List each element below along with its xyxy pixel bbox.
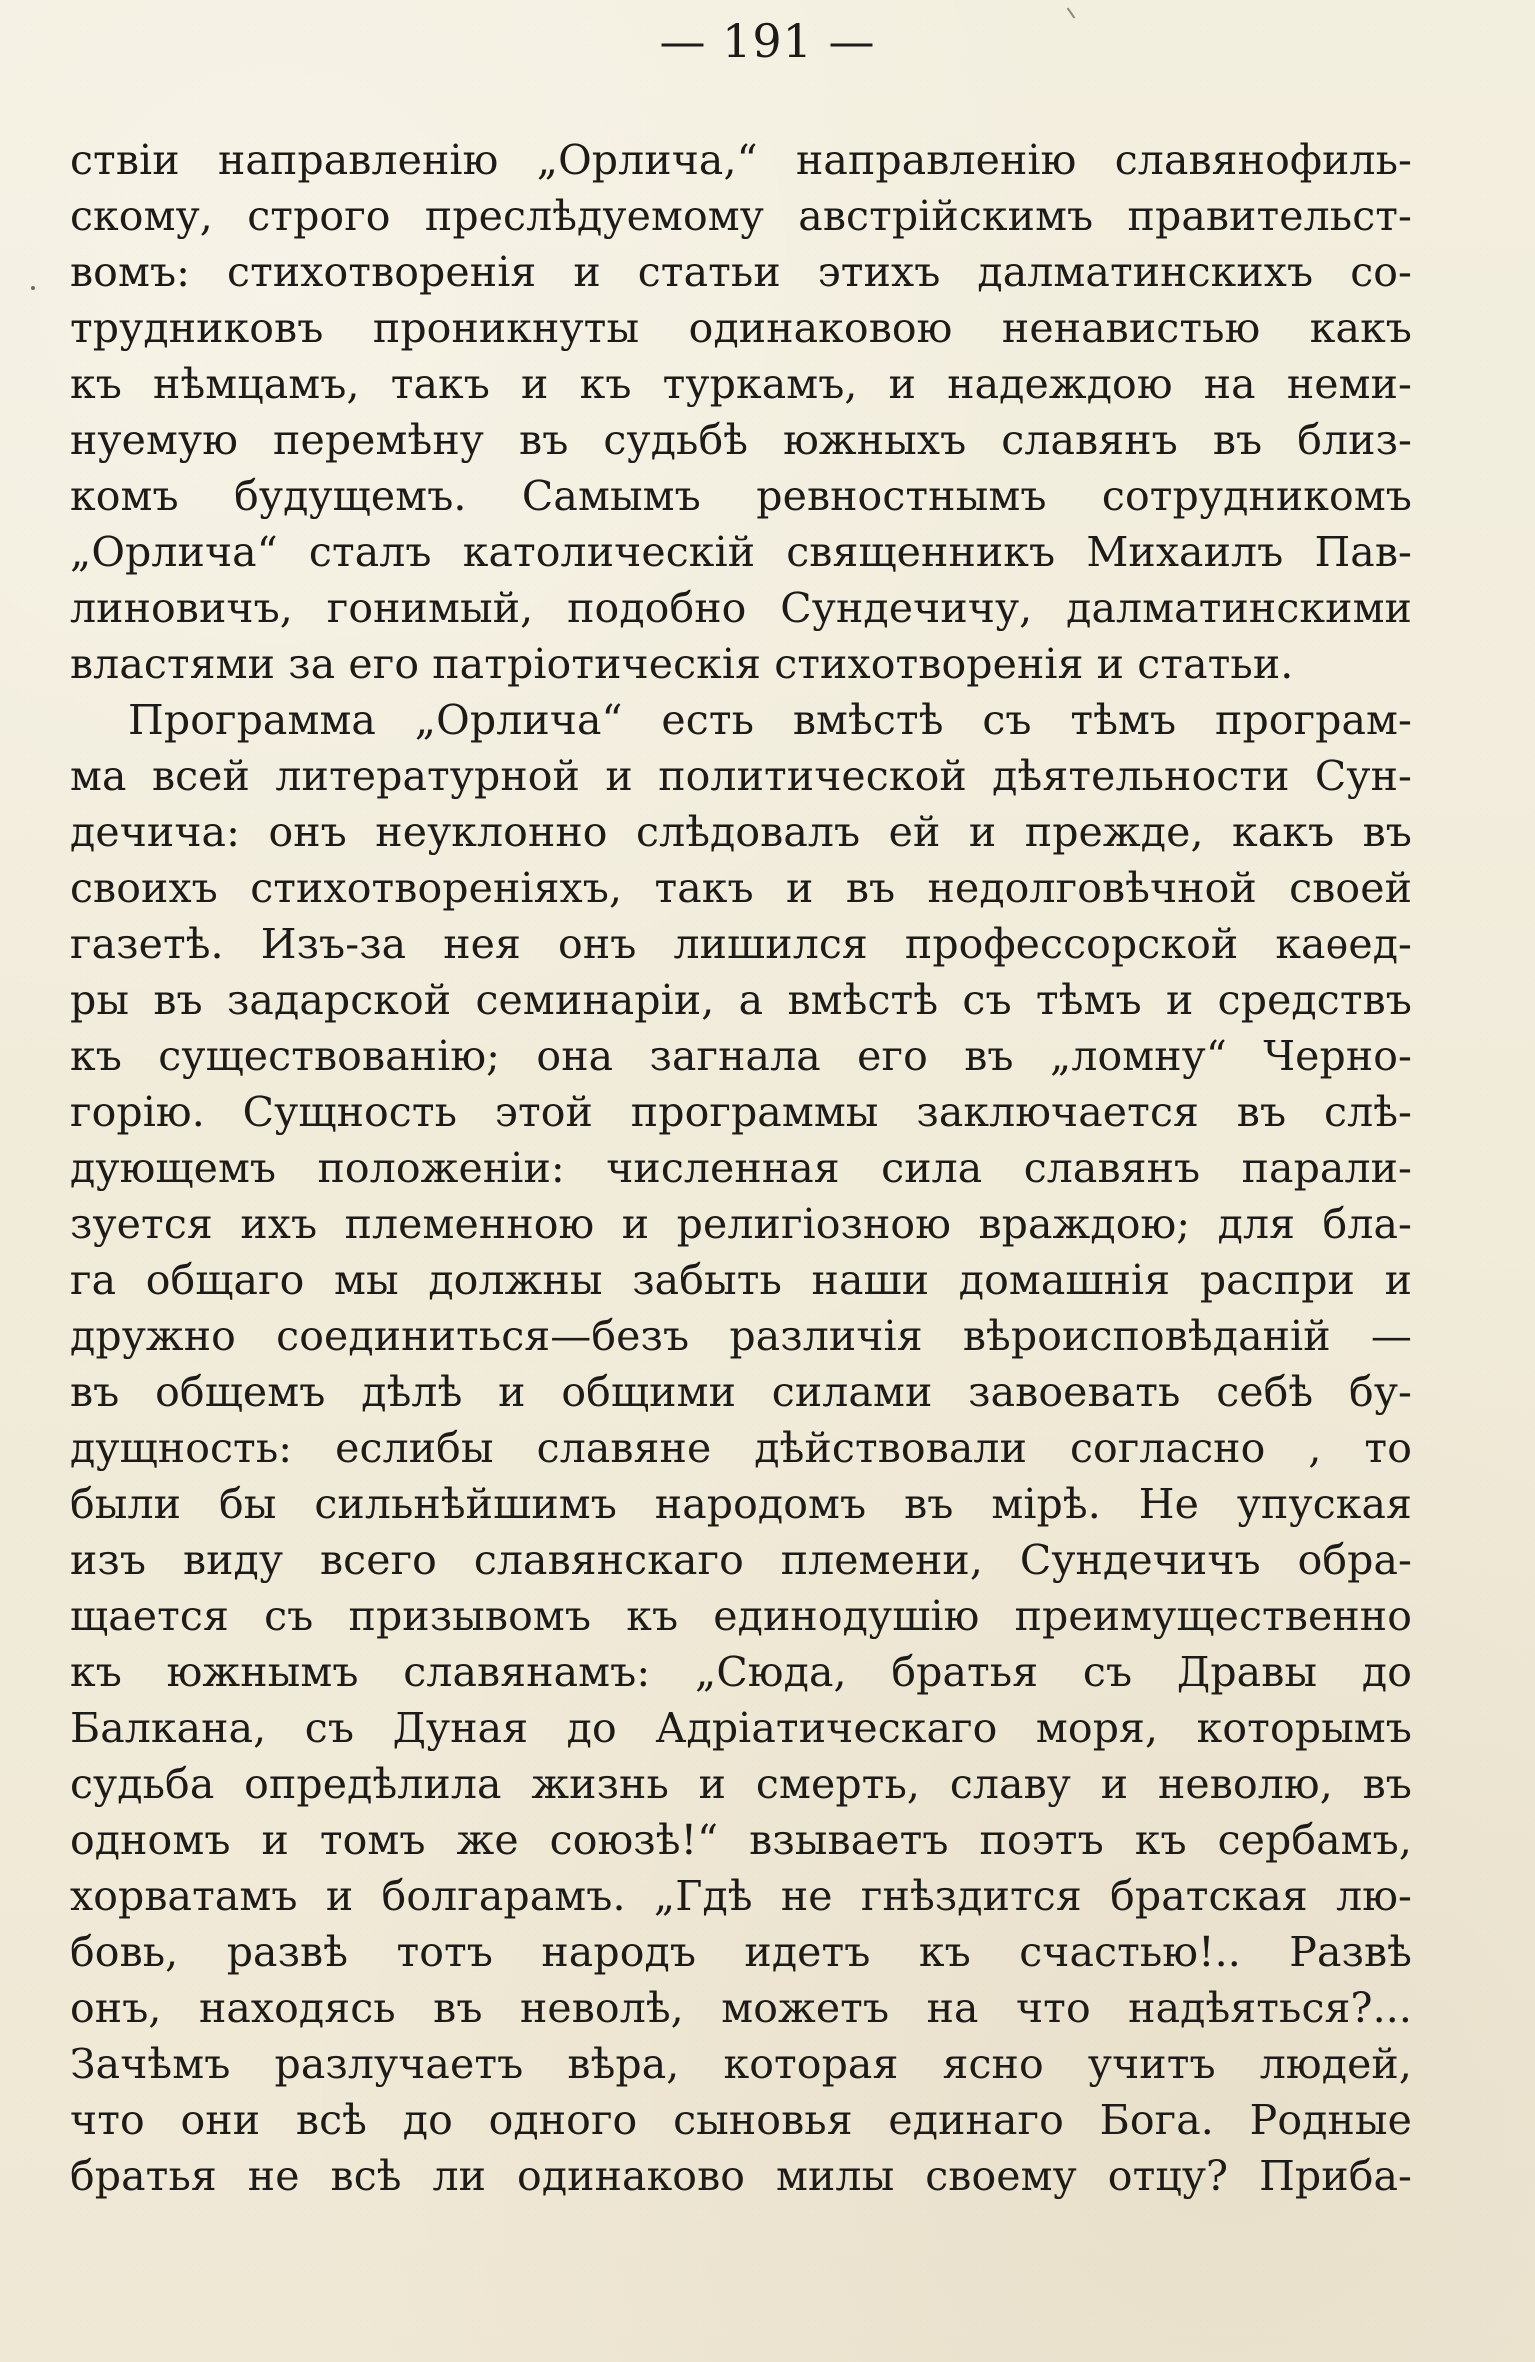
page-mark	[1067, 8, 1076, 19]
text-line: были бы сильнѣйшимъ народомъ въ мірѣ. Не упуская	[70, 1480, 1412, 1528]
text-line: ры въ задарской семинаріи, а вмѣстѣ съ тѣмъ и средствъ	[70, 976, 1412, 1024]
text-line: бовь, развѣ тотъ народъ идетъ къ счастью!.. Развѣ	[70, 1928, 1412, 1976]
text-line: къ существованію; она загнала его въ „ломну“ Черно-	[70, 1032, 1412, 1080]
text-line: судьба опредѣлила жизнь и смерть, славу и неволю, въ	[70, 1760, 1412, 1808]
text-line: скому, строго преслѣдуемому австрійскимъ правительст-	[70, 192, 1412, 240]
text-line: ма всей литературной и политической дѣятельности Сун-	[70, 752, 1412, 800]
text-line: трудниковъ проникнуты одинаковою ненавистью какъ	[70, 304, 1412, 352]
page-number: — 191 —	[659, 14, 876, 68]
margin-dot	[31, 286, 35, 290]
text-line: щается съ призывомъ къ единодушію преимущественно	[70, 1592, 1412, 1640]
text-line: своихъ стихотвореніяхъ, такъ и въ недолговѣчной своей	[70, 864, 1412, 912]
text-line: ствіи направленію „Орлича,“ направленію славянофиль-	[70, 136, 1412, 184]
text-line: къ нѣмцамъ, такъ и къ туркамъ, и надеждою на неми-	[70, 360, 1412, 408]
text-line: „Орлича“ сталъ католическій священникъ Михаилъ Пав-	[70, 528, 1412, 576]
text-line: Балкана, съ Дуная до Адріатическаго моря, которымъ	[70, 1704, 1412, 1752]
text-line: онъ, находясь въ неволѣ, можетъ на что надѣяться?...	[70, 1984, 1412, 2032]
text-line: га общаго мы должны забыть наши домашнія распри и	[70, 1256, 1412, 1304]
text-line: комъ будущемъ. Самымъ ревностнымъ сотрудникомъ	[70, 472, 1412, 520]
text-line: вомъ: стихотворенія и статьи этихъ далматинскихъ со-	[70, 248, 1412, 296]
text-line: въ общемъ дѣлѣ и общими силами завоевать себѣ бу-	[70, 1368, 1412, 1416]
text-line: дущность: еслибы славяне дѣйствовали согласно , то	[70, 1424, 1412, 1472]
text-line: изъ виду всего славянскаго племени, Сундечичъ обра-	[70, 1536, 1412, 1584]
text-line: къ южнымъ славянамъ: „Сюда, братья съ Дравы до	[70, 1648, 1412, 1696]
text-line: одномъ и томъ же союзѣ!“ взываетъ поэтъ къ сербамъ,	[70, 1816, 1412, 1864]
text-line: дующемъ положеніи: численная сила славянъ парали-	[70, 1144, 1412, 1192]
text-line: Программа „Орлича“ есть вмѣстѣ съ тѣмъ програм-	[128, 696, 1412, 744]
text-line: дружно соединиться—безъ различія вѣроисповѣданій —	[70, 1312, 1412, 1360]
text-line: зуется ихъ племенною и религіозною враждою; для бла-	[70, 1200, 1412, 1248]
text-line: что они всѣ до одного сыновья единаго Бога. Родные	[70, 2096, 1412, 2144]
text-line: хорватамъ и болгарамъ. „Гдѣ не гнѣздится братская лю-	[70, 1872, 1412, 1920]
text-line: Зачѣмъ разлучаетъ вѣра, которая ясно учитъ людей,	[70, 2040, 1412, 2088]
text-line: дечича: онъ неуклонно слѣдовалъ ей и прежде, какъ въ	[70, 808, 1412, 856]
text-line: газетѣ. Изъ-за нея онъ лишился профессорской каѳед-	[70, 920, 1412, 968]
text-line: властями за его патріотическія стихотворенія и статьи.	[70, 640, 1294, 688]
text-line: горію. Сущность этой программы заключается въ слѣ-	[70, 1088, 1412, 1136]
text-line: братья не всѣ ли одинаково милы своему отцу? Приба-	[70, 2152, 1412, 2200]
page-text	[70, 132, 1412, 2204]
text-line: линовичъ, гонимый, подобно Сундечичу, далматинскими	[70, 584, 1412, 632]
text-line: нуемую перемѣну въ судьбѣ южныхъ славянъ въ близ-	[70, 416, 1412, 464]
